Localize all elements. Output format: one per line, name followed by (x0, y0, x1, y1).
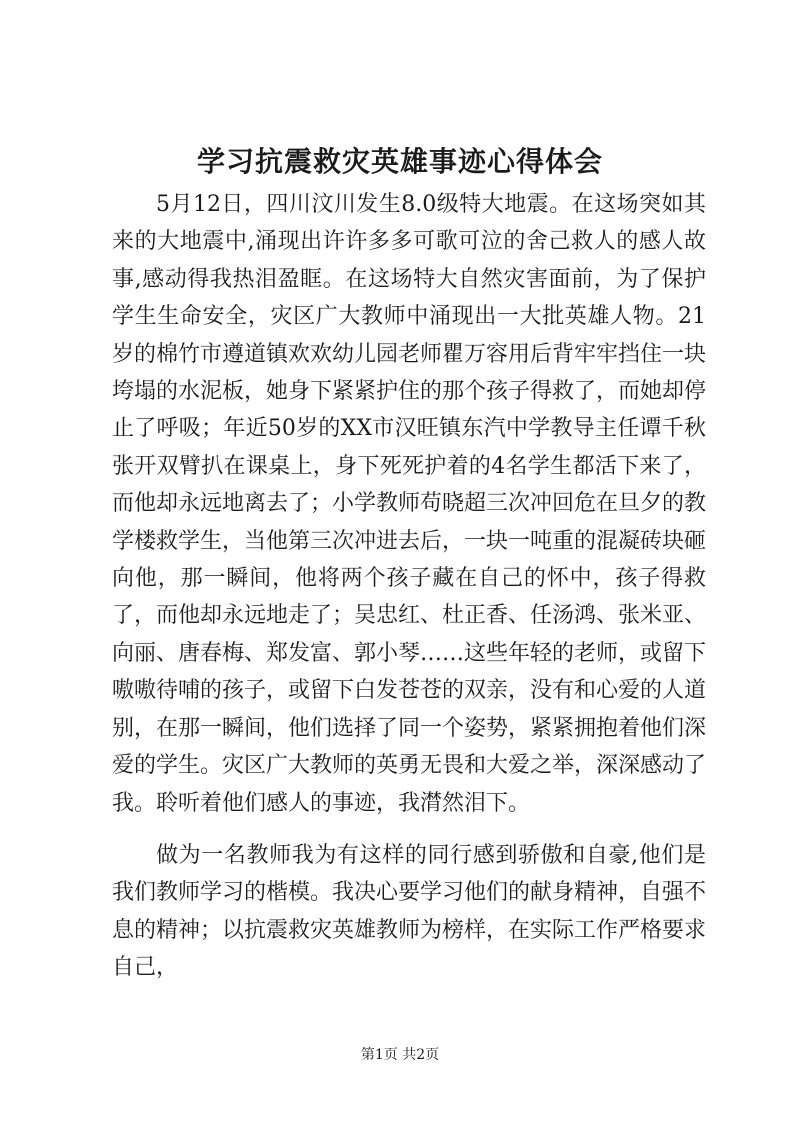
document-body (112, 186, 706, 1002)
paragraph-2: 做为一名教师我为有这样的同行感到骄傲和自豪,他们是我们教师学习的楷模。我决心要学习他们的献身精神，自强不息的精神；以抗震救灾英雄教师为榜样，在实际工作严格要求自己， (112, 842, 707, 981)
paragraph-1: 5月12日，四川汶川发生8.0级特大地震。在这场突如其来的大地震中,涌现出许许多多可歌可泣的舍己救人的感人故事,感动得我热泪盈眶。在这场特大自然灾害面前，为了保护学生生命安全，灾区广大教师中涌现出一大批英雄人物。21岁的棉竹市遵道镇欢欢幼儿园老师瞿万容用后背牢牢挡住一块垮塌的水泥板，她身下紧紧护住的那个孩子得救了，而她却停止了呼吸；年近50岁的XX市汉旺镇东汽中学教导主任谭千秋张开双臂扒在课桌上，身下死死护着的4名学生都活下来了，而他却永远地离去了；小学教师苟晓超三次冲回危在旦夕的教学楼救学生，当他第三次冲进去后，一块一吨重的混凝砖块砸向他，那一瞬间，他将两个孩子藏在自己的怀中，孩子得救了，而他却永远地走了；吴忠红、杜正香、任汤鸿、张米亚、向丽、唐春梅、郑发富、郭小琴……这些年轻的老师，或留下嗷嗷待哺的孩子，或留下白发苍苍的双亲，没有和心爱的人道别，在那一瞬间，他们选择了同一个姿势，紧紧拥抱着他们深爱的学生。灾区广大教师的英勇无畏和大爱之举，深深感动了我。聆听着他们感人的事迹，我潸然泪下。 (112, 192, 707, 816)
page-footer: 第1页 共2页 (360, 1047, 440, 1063)
document-title: 学习抗震救灾英雄事迹心得体会 (196, 145, 603, 178)
